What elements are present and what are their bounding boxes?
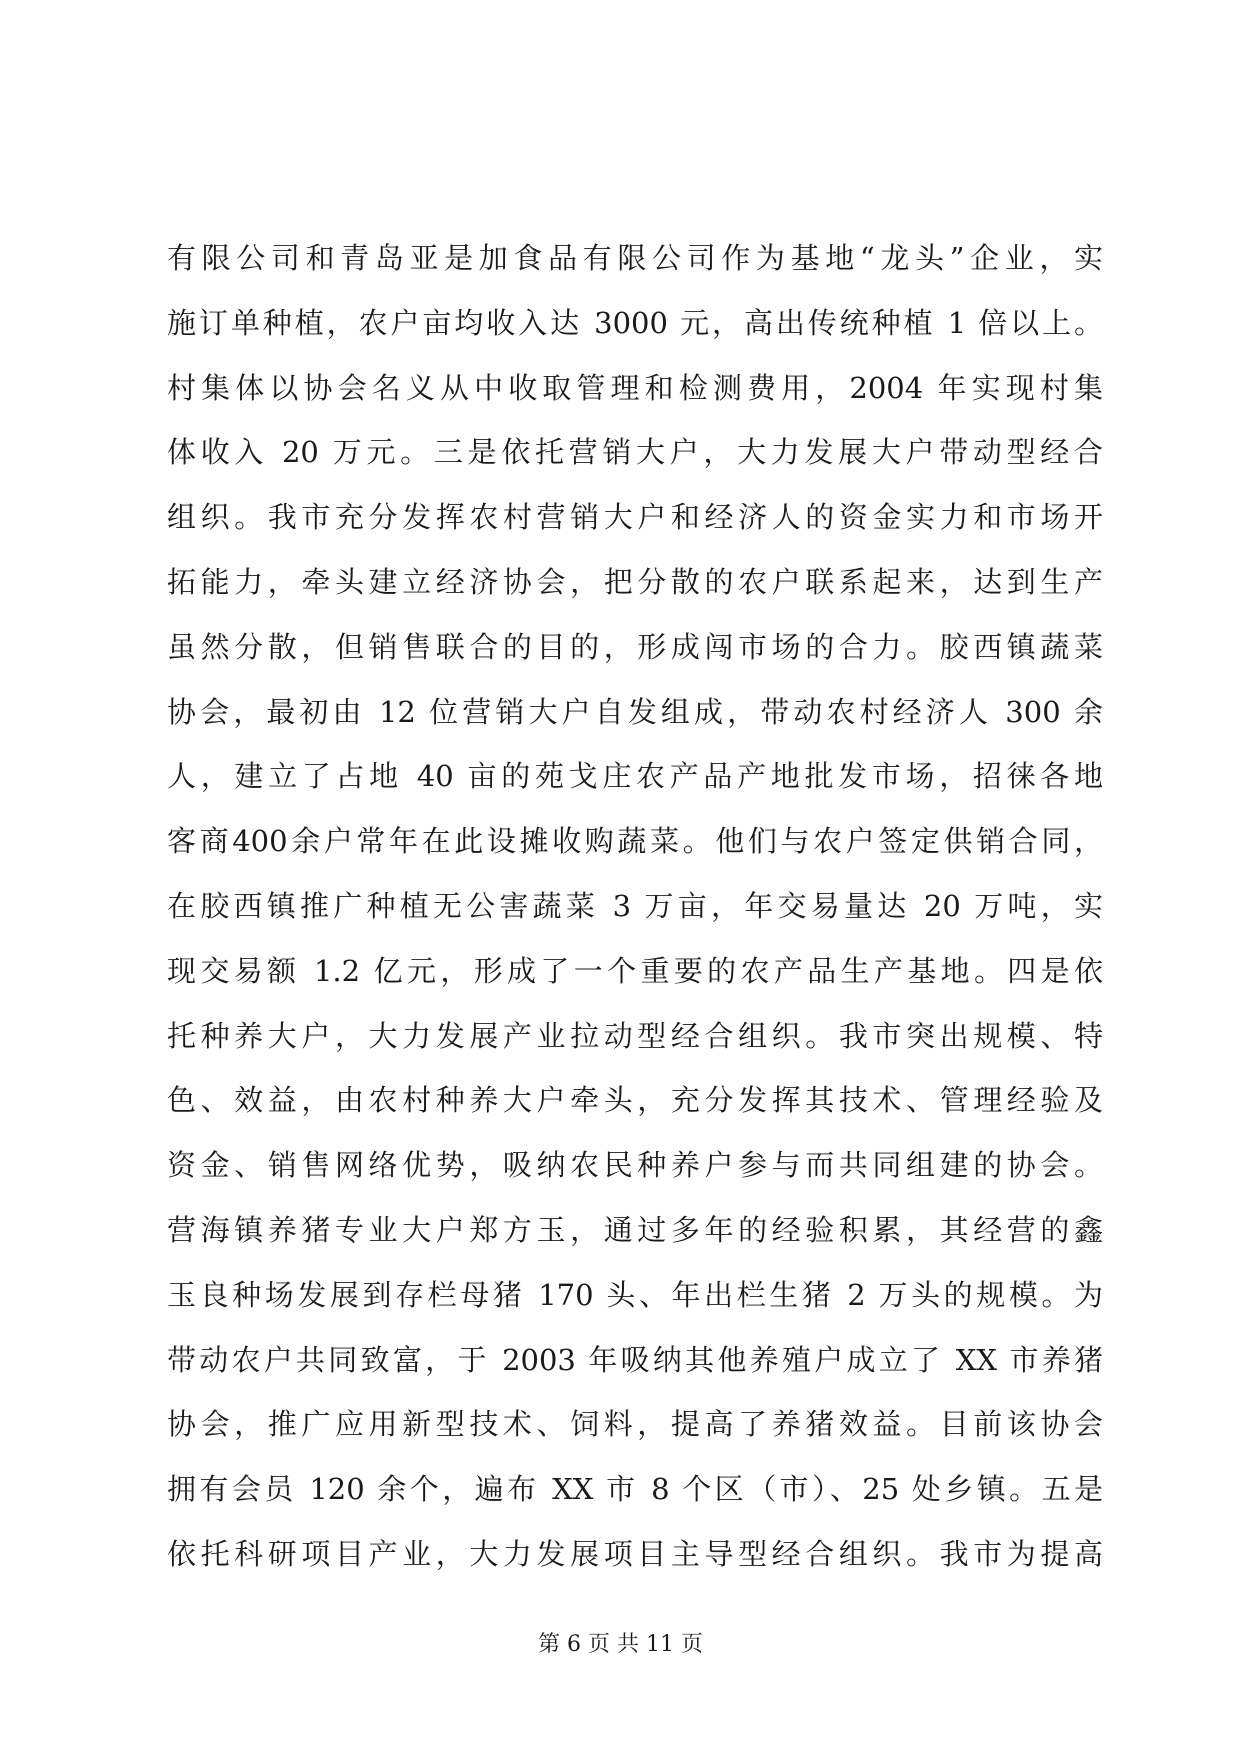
text-line: 现交易额 1.2 亿元，形成了一个重要的农产品生产基地。四是依 xyxy=(167,953,1103,988)
text-line: 体收入 20 万元。三是依托营销大户，大力发展大户带动型经合 xyxy=(167,435,1103,470)
body-text xyxy=(167,226,1103,1587)
text-line: 客商400余户常年在此设摊收购蔬菜。他们与农户签定供销合同， xyxy=(167,824,1103,859)
text-line: 营海镇养猪专业大户郑方玉，通过多年的经验积累，其经营的鑫 xyxy=(167,1212,1103,1247)
text-line: 有限公司和青岛亚是加食品有限公司作为基地“龙头”企业，实 xyxy=(167,241,1103,275)
text-line: 带动农户共同致富，于 2003 年吸纳其他养殖户成立了 XX 市养猪 xyxy=(167,1342,1103,1377)
text-line: 资金、销售网络优势，吸纳农民种养户参与而共同组建的协会。 xyxy=(167,1148,1103,1183)
text-line: 协会，推广应用新型技术、饲料，提高了养猪效益。目前该协会 xyxy=(167,1407,1103,1442)
text-line: 玉良种场发展到存栏母猪 170 头、年出栏生猪 2 万头的规模。为 xyxy=(167,1277,1103,1312)
text-line: 施订单种植，农户亩均收入达 3000 元，高出传统种植 1 倍以上。 xyxy=(167,305,1103,340)
text-line: 色、效益，由农村种养大户牵头，充分发挥其技术、管理经验及 xyxy=(167,1083,1103,1118)
text-line: 拓能力，牵头建立经济协会，把分散的农户联系起来，达到生产 xyxy=(167,564,1103,599)
text-line: 虽然分散，但销售联合的目的，形成闯市场的合力。胶西镇蔬菜 xyxy=(167,629,1103,664)
text-line: 村集体以协会名义从中收取管理和检测费用，2004 年实现村集 xyxy=(167,370,1103,405)
text-line: 在胶西镇推广种植无公害蔬菜 3 万亩，年交易量达 20 万吨，实 xyxy=(167,888,1103,923)
text-line: 组织。我市充分发挥农村营销大户和经济人的资金实力和市场开 xyxy=(167,500,1103,535)
text-line: 依托科研项目产业，大力发展项目主导型经合组织。我市为提高 xyxy=(167,1536,1103,1571)
text-line: 拥有会员 120 余个，遍布 XX 市 8 个区（市）、25 处乡镇。五是 xyxy=(167,1472,1103,1507)
page-number-footer: 第 6 页 共 11 页 xyxy=(538,1632,703,1657)
text-line: 协会，最初由 12 位营销大户自发组成，带动农村经济人 300 余 xyxy=(167,694,1103,729)
text-line: 人，建立了占地 40 亩的苑戈庄农产品产地批发市场，招徕各地 xyxy=(167,759,1103,794)
text-line: 托种养大户，大力发展产业拉动型经合组织。我市突出规模、特 xyxy=(167,1018,1103,1053)
